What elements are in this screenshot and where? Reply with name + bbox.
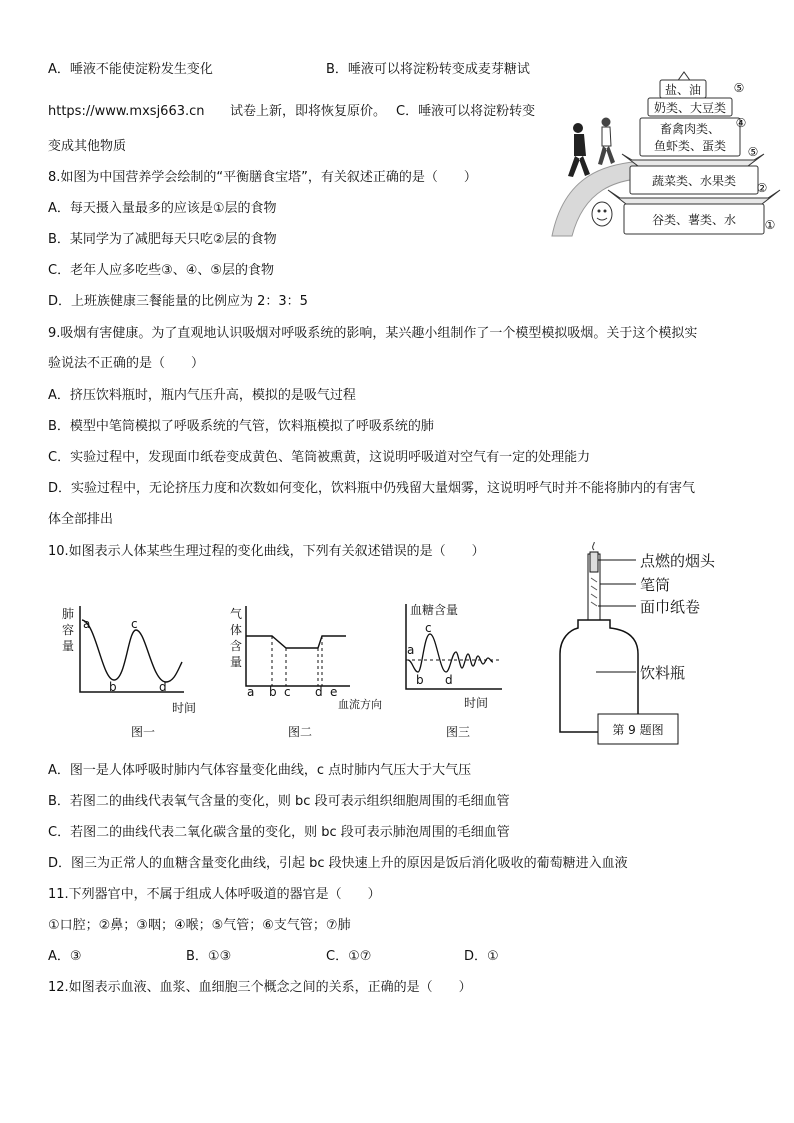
fig2-point-e: e [330, 685, 338, 699]
q10-option-b: B．若图二的曲线代表氧气含量的变化，则 bc 段可表示组织细胞周围的毛细血管 [48, 794, 510, 809]
fig2-point-c: c [284, 685, 291, 699]
figure-9-smoking-model [552, 542, 762, 748]
q10-option-a: A．图一是人体呼吸时肺内气体容量变化曲线，c 点时肺内气压大于大气压 [48, 763, 472, 778]
q10-stem: 10.如图表示人体某些生理过程的变化曲线，下列有关叙述错误的是（ ） [48, 544, 485, 559]
watermark-notice: 试卷上新，即将恢复原价。 [230, 104, 387, 119]
pyramid-number-5-top: ⑤ [733, 81, 745, 95]
q7-continuation: 变成其他物质 [48, 139, 127, 154]
smoke-icon [593, 542, 595, 550]
fig1-point-c: c [131, 617, 138, 631]
fig2-ylabel-3: 含 [230, 639, 243, 653]
fig3-point-a: a [407, 643, 415, 657]
label-pen-holder: 笔筒 [640, 576, 671, 594]
pyramid-level-5-label: 盐、油 [664, 83, 702, 97]
q9-option-a: A．挤压饮料瓶时，瓶内气压升高，模拟的是吸气过程 [48, 388, 356, 403]
q8-option-a: A．每天摄入量最多的应该是①层的食物 [48, 201, 277, 216]
fig2-point-d: d [315, 685, 323, 699]
q9-option-c: C．实验过程中，发现面巾纸卷变成黄色、笔筒被熏黄，这说明呼吸道对空气有一定的处理能力 [48, 450, 591, 465]
pyramid-number-1: ① [764, 218, 776, 232]
mascot-icon [592, 202, 612, 226]
watermark-url: https://www.mxsj663.cn [48, 104, 205, 119]
fig2-ylabel-4: 量 [230, 655, 243, 669]
fig1-ylabel-2: 容 [62, 623, 75, 637]
q10-option-c: C．若图二的曲线代表二氧化碳含量的变化，则 bc 段可表示肺泡周围的毛细血管 [48, 825, 510, 840]
fig2-point-b: b [269, 685, 277, 699]
runner-woman-icon [598, 118, 615, 166]
q9-option-d-line2: 体全部排出 [48, 512, 114, 527]
pyramid-level-3-label-a: 畜禽肉类、 [659, 122, 721, 136]
fig2-axes [246, 606, 350, 686]
fig9-caption: 第 9 题图 [612, 723, 664, 737]
fig2-point-a: a [247, 685, 255, 699]
fig1-point-d: d [159, 680, 167, 694]
fig2-ylabel-2: 体 [230, 623, 243, 637]
cigarette-tip [590, 552, 598, 572]
q9-option-d-line1: D．实验过程中，无论挤压力度和次数如何变化，饮料瓶中仍残留大量烟雾，这说明呼气时并不能将肺内的有害气 [48, 481, 696, 496]
q9-stem-line2: 验说法不正确的是（ ） [48, 356, 205, 371]
q11-option-c: C．①⑦ [326, 949, 372, 964]
figure-2-gas-content [226, 600, 386, 740]
fig1-ylabel-3: 量 [62, 639, 75, 653]
fig2-xlabel: 血流方向 [338, 698, 382, 711]
q8-stem: 8.如图为中国营养学会绘制的“平衡膳食宝塔”，有关叙述正确的是（ ） [48, 170, 477, 185]
pyramid-number-4: ④ [735, 116, 747, 130]
fig3-point-b: b [416, 673, 424, 687]
runner-man-icon [568, 123, 590, 177]
q8-option-b: B．某同学为了减肥每天只吃②层的食物 [48, 232, 277, 247]
fig3-xlabel: 时间 [464, 696, 489, 710]
q9-stem-line1: 9.吸烟有害健康。为了直观地认识吸烟对呼吸系统的影响，某兴趣小组制作了一个模型模拟吸烟。关于这个模拟实 [48, 326, 698, 341]
fig1-caption: 图一 [131, 725, 156, 739]
q12-stem: 12.如图表示血液、血浆、血细胞三个概念之间的关系，正确的是（ ） [48, 980, 472, 995]
fig1-ylabel-1: 肺 [62, 607, 75, 621]
label-drink-bottle: 饮料瓶 [640, 664, 686, 682]
q7-option-b: B．唾液可以将淀粉转变成麦芽糖试 [326, 62, 530, 77]
q7-option-c: C．唾液可以将淀粉转变 [396, 104, 536, 119]
label-lit-cigarette: 点燃的烟头 [640, 552, 716, 570]
fig2-curve [246, 636, 346, 648]
q7-option-a: A．唾液不能使淀粉发生变化 [48, 62, 213, 77]
q9-option-b: B．模型中笔筒模拟了呼吸系统的气管，饮料瓶模拟了呼吸系统的肺 [48, 419, 434, 434]
fig3-point-d: d [445, 673, 453, 687]
fig3-curve [408, 634, 493, 672]
q11-option-d: D．① [464, 949, 499, 964]
fig1-point-b: b [109, 680, 117, 694]
figure-3-blood-sugar [398, 600, 518, 740]
pyramid-level-4-label: 奶类、大豆类 [653, 101, 727, 115]
fig1-xlabel: 时间 [172, 701, 196, 715]
q8-option-d: D．上班族健康三餐能量的比例应为 2：3：5 [48, 294, 308, 309]
q10-option-d: D．图三为正常人的血糖含量变化曲线，引起 bc 段快速上升的原因是饭后消化吸收的葡萄糖进入血液 [48, 856, 628, 871]
fig3-point-c: c [425, 621, 432, 635]
pyramid-level-1-label: 谷类、薯类、水 [651, 213, 737, 227]
pyramid-number-2: ② [756, 181, 768, 195]
q11-stem: 11.下列器官中，不属于组成人体呼吸道的器官是（ ） [48, 887, 381, 902]
pyramid-level-3-label-b: 鱼虾类、蛋类 [653, 139, 727, 153]
food-pyramid-figure [544, 66, 784, 246]
figure-1-lung-volume [56, 600, 196, 740]
fig3-ylabel: 血糖含量 [410, 603, 459, 617]
fig3-caption: 图三 [446, 725, 471, 739]
q11-option-b: B．①③ [186, 949, 232, 964]
q11-option-a: A．③ [48, 949, 82, 964]
q11-items: ①口腔；②鼻；③咽；④喉；⑤气管；⑥支气管；⑦肺 [48, 918, 351, 933]
fig1-point-a: a [83, 617, 91, 631]
fig2-ylabel-1: 气 [230, 607, 243, 621]
pyramid-number-5: ⑤ [747, 145, 759, 159]
q8-option-c: C．老年人应多吃些③、④、⑤层的食物 [48, 263, 275, 278]
fig2-caption: 图二 [288, 725, 313, 739]
label-tissue-roll: 面巾纸卷 [640, 598, 701, 616]
pyramid-level-2-label: 蔬菜类、水果类 [651, 174, 737, 188]
